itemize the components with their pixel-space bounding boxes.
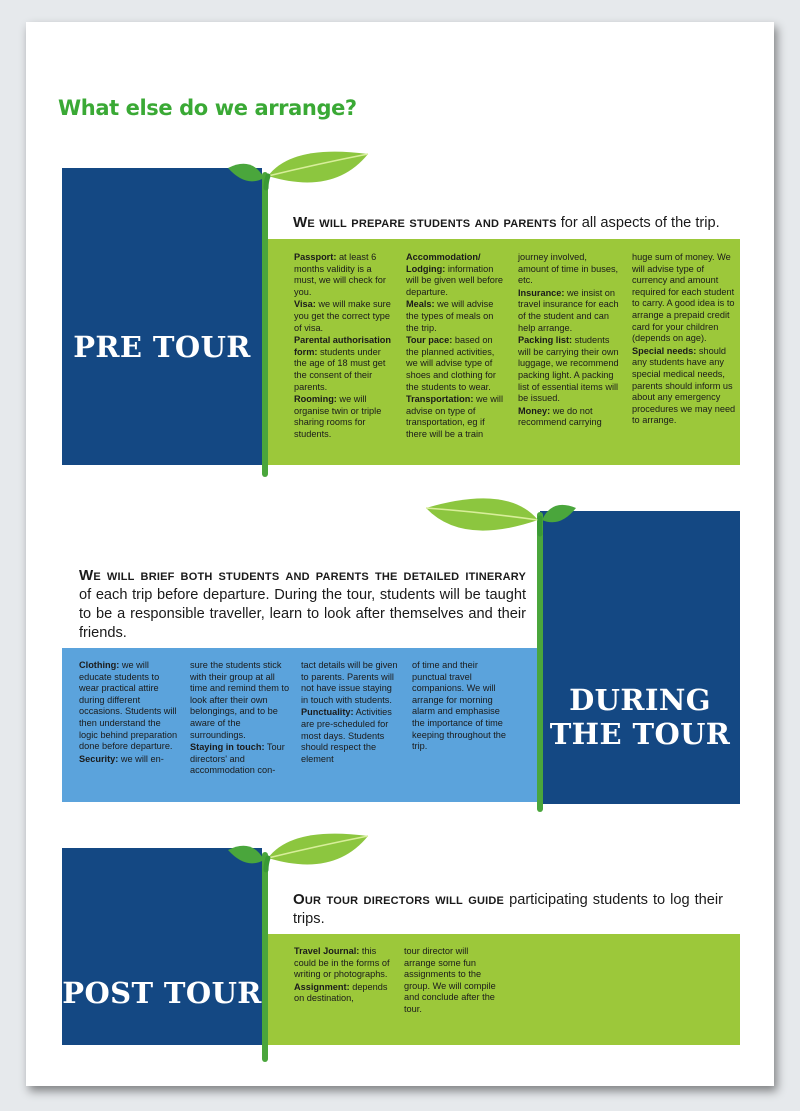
detail-text: we will educate students to wear practical attire during different occasions. Students will then understand the logic behind preparation done before departure. — [79, 660, 178, 752]
detail-paragraph — [404, 946, 502, 1016]
text-column — [294, 252, 394, 442]
detail-paragraph — [518, 252, 620, 287]
post-tour-intro — [293, 890, 723, 929]
post-tour-intro-lead: Our tour directors will guide — [293, 891, 505, 908]
detail-text: Tour directors' and accommodation con- — [190, 742, 285, 776]
detail-text: we will make sure you get the correct type of visa. — [294, 299, 391, 333]
leaf-icon — [420, 488, 580, 544]
text-column — [518, 252, 620, 442]
detail-label: Rooming: — [294, 394, 337, 405]
detail-text: we will advise on type of transportation, eg if there will be a train — [406, 394, 503, 439]
detail-text: tact details will be given to parents. Parents will not have issue staying in touch with students. — [301, 660, 398, 705]
during-tour-title — [540, 683, 740, 751]
during-tour-columns — [79, 660, 519, 778]
detail-text: we do not recommend carrying — [518, 405, 602, 428]
pre-tour-intro — [293, 213, 743, 233]
text-column — [294, 946, 392, 1017]
stem-icon — [262, 172, 268, 477]
detail-label: Transportation: — [406, 394, 474, 405]
detail-label: Special needs: — [632, 345, 697, 356]
during-tour-intro-lead: We will brief both students and parents the detailed itinerary — [79, 567, 526, 584]
detail-text: we insist on travel insurance for each of the student and can help arrange. — [518, 287, 619, 333]
detail-text: journey involved, amount of time in buses, etc. — [518, 252, 619, 286]
detail-label: Money: — [518, 405, 551, 416]
detail-paragraph — [518, 288, 620, 334]
detail-text: we will organise twin or triple sharing rooms for students. — [294, 394, 382, 439]
detail-text: we will advise the types of meals on the trip. — [406, 299, 494, 333]
detail-label: Meals: — [406, 299, 435, 310]
stem-icon — [262, 852, 268, 1062]
detail-label: Punctuality: — [301, 707, 354, 718]
stem-icon — [537, 512, 543, 812]
detail-text: tour director will arrange some fun assignments to the group. We will compile and conclude after the tour. — [404, 946, 496, 1014]
detail-label: Staying in touch: — [190, 742, 265, 753]
detail-paragraph — [406, 335, 506, 393]
leaf-icon — [222, 822, 372, 880]
page-heading: What else do we arrange? — [58, 96, 357, 120]
detail-paragraph — [294, 946, 392, 981]
detail-paragraph — [294, 335, 394, 393]
detail-text: huge sum of money. We will advise type of currency and amount required for each student to carry. A good idea is to arrange a prepaid credit card for your children (depends on age). — [632, 252, 735, 344]
detail-text: students will be carrying their own luggage, we recommend packing light. A packing list of essential items will be issued. — [518, 335, 619, 404]
during-tour-panel — [540, 511, 740, 804]
post-tour-title: POST TOUR — [62, 976, 262, 1010]
detail-paragraph — [406, 394, 506, 440]
pre-tour-intro-lead: We will prepare students and parents — [293, 214, 557, 231]
detail-text: this could be in the forms of writing or photographs. — [294, 946, 390, 980]
detail-label: Passport: — [294, 252, 337, 262]
during-tour-intro-rest: of each trip before departure. During the tour, students will be taught to be a responsible traveller, learn to look after themselves and their friends. — [79, 587, 526, 641]
pre-tour-title: PRE TOUR — [73, 330, 251, 364]
detail-label: Packing list: — [518, 335, 573, 346]
detail-label: Insurance: — [518, 287, 565, 298]
pre-tour-intro-rest: for all aspects of the trip. — [556, 215, 720, 231]
detail-paragraph — [406, 299, 506, 334]
detail-text: students under the age of 18 must get the consent of their parents. — [294, 346, 386, 392]
leaf-icon — [222, 140, 372, 198]
detail-label: Security: — [79, 753, 119, 764]
detail-text: of time and their punctual travel companions. We will arrange for morning alarm and emphasise the importance of time keeping throughout the trip. — [412, 660, 506, 752]
detail-text: information will be given well before departure. — [406, 263, 504, 297]
detail-paragraph — [412, 660, 512, 753]
pre-tour-panel — [62, 168, 262, 465]
detail-text: sure the students stick with their group at all time and remind them to look after their own belongings, and to be aware of the surroundings. — [190, 660, 290, 740]
post-tour-columns — [294, 946, 506, 1017]
text-column — [190, 660, 290, 778]
text-column — [632, 252, 736, 442]
detail-paragraph — [518, 406, 620, 429]
detail-paragraph — [79, 660, 179, 753]
detail-paragraph — [79, 754, 179, 766]
detail-paragraph — [294, 394, 394, 440]
detail-label: Parental authorisation form: — [294, 335, 391, 357]
during-tour-intro — [79, 566, 526, 643]
text-column — [301, 660, 401, 778]
detail-text: Activities are pre-scheduled for most days. Students should respect the element — [301, 707, 392, 764]
detail-text: based on the planned activities, we will advise type of shoes and clothing for the students to wear. — [406, 335, 496, 392]
detail-paragraph — [294, 299, 394, 334]
detail-paragraph — [294, 252, 394, 298]
detail-label: Visa: — [294, 299, 316, 310]
detail-paragraph — [632, 252, 736, 345]
detail-label: Assignment: — [294, 981, 350, 992]
text-column — [79, 660, 179, 778]
detail-label: Clothing: — [79, 660, 120, 670]
during-tour-title-line2: THE TOUR — [549, 717, 731, 751]
text-column — [412, 660, 512, 778]
detail-paragraph — [301, 707, 401, 765]
detail-paragraph — [632, 346, 736, 427]
detail-label: Travel Journal: — [294, 946, 360, 956]
detail-paragraph — [190, 660, 290, 741]
text-column — [406, 252, 506, 442]
during-tour-title-line1: DURING — [569, 683, 711, 717]
text-column — [404, 946, 502, 1017]
detail-paragraph — [294, 982, 392, 1005]
detail-text: should any students have any special medical needs, parents should inform us about any emergency procedures we may need to arrange. — [632, 345, 736, 426]
detail-text: depends on destination, — [294, 981, 388, 1004]
detail-paragraph — [518, 335, 620, 405]
detail-paragraph — [406, 252, 506, 298]
detail-text: we will en- — [118, 753, 164, 764]
detail-paragraph — [190, 742, 290, 777]
detail-label: Tour pace: — [406, 335, 453, 346]
post-tour-intro-rest: participating students to log their trips. — [293, 892, 723, 927]
detail-label: Accommodation/ Lodging: — [406, 252, 481, 274]
pre-tour-columns — [294, 252, 736, 442]
detail-paragraph — [301, 660, 401, 706]
detail-text: at least 6 months validity is a must, we will check for you. — [294, 252, 386, 297]
